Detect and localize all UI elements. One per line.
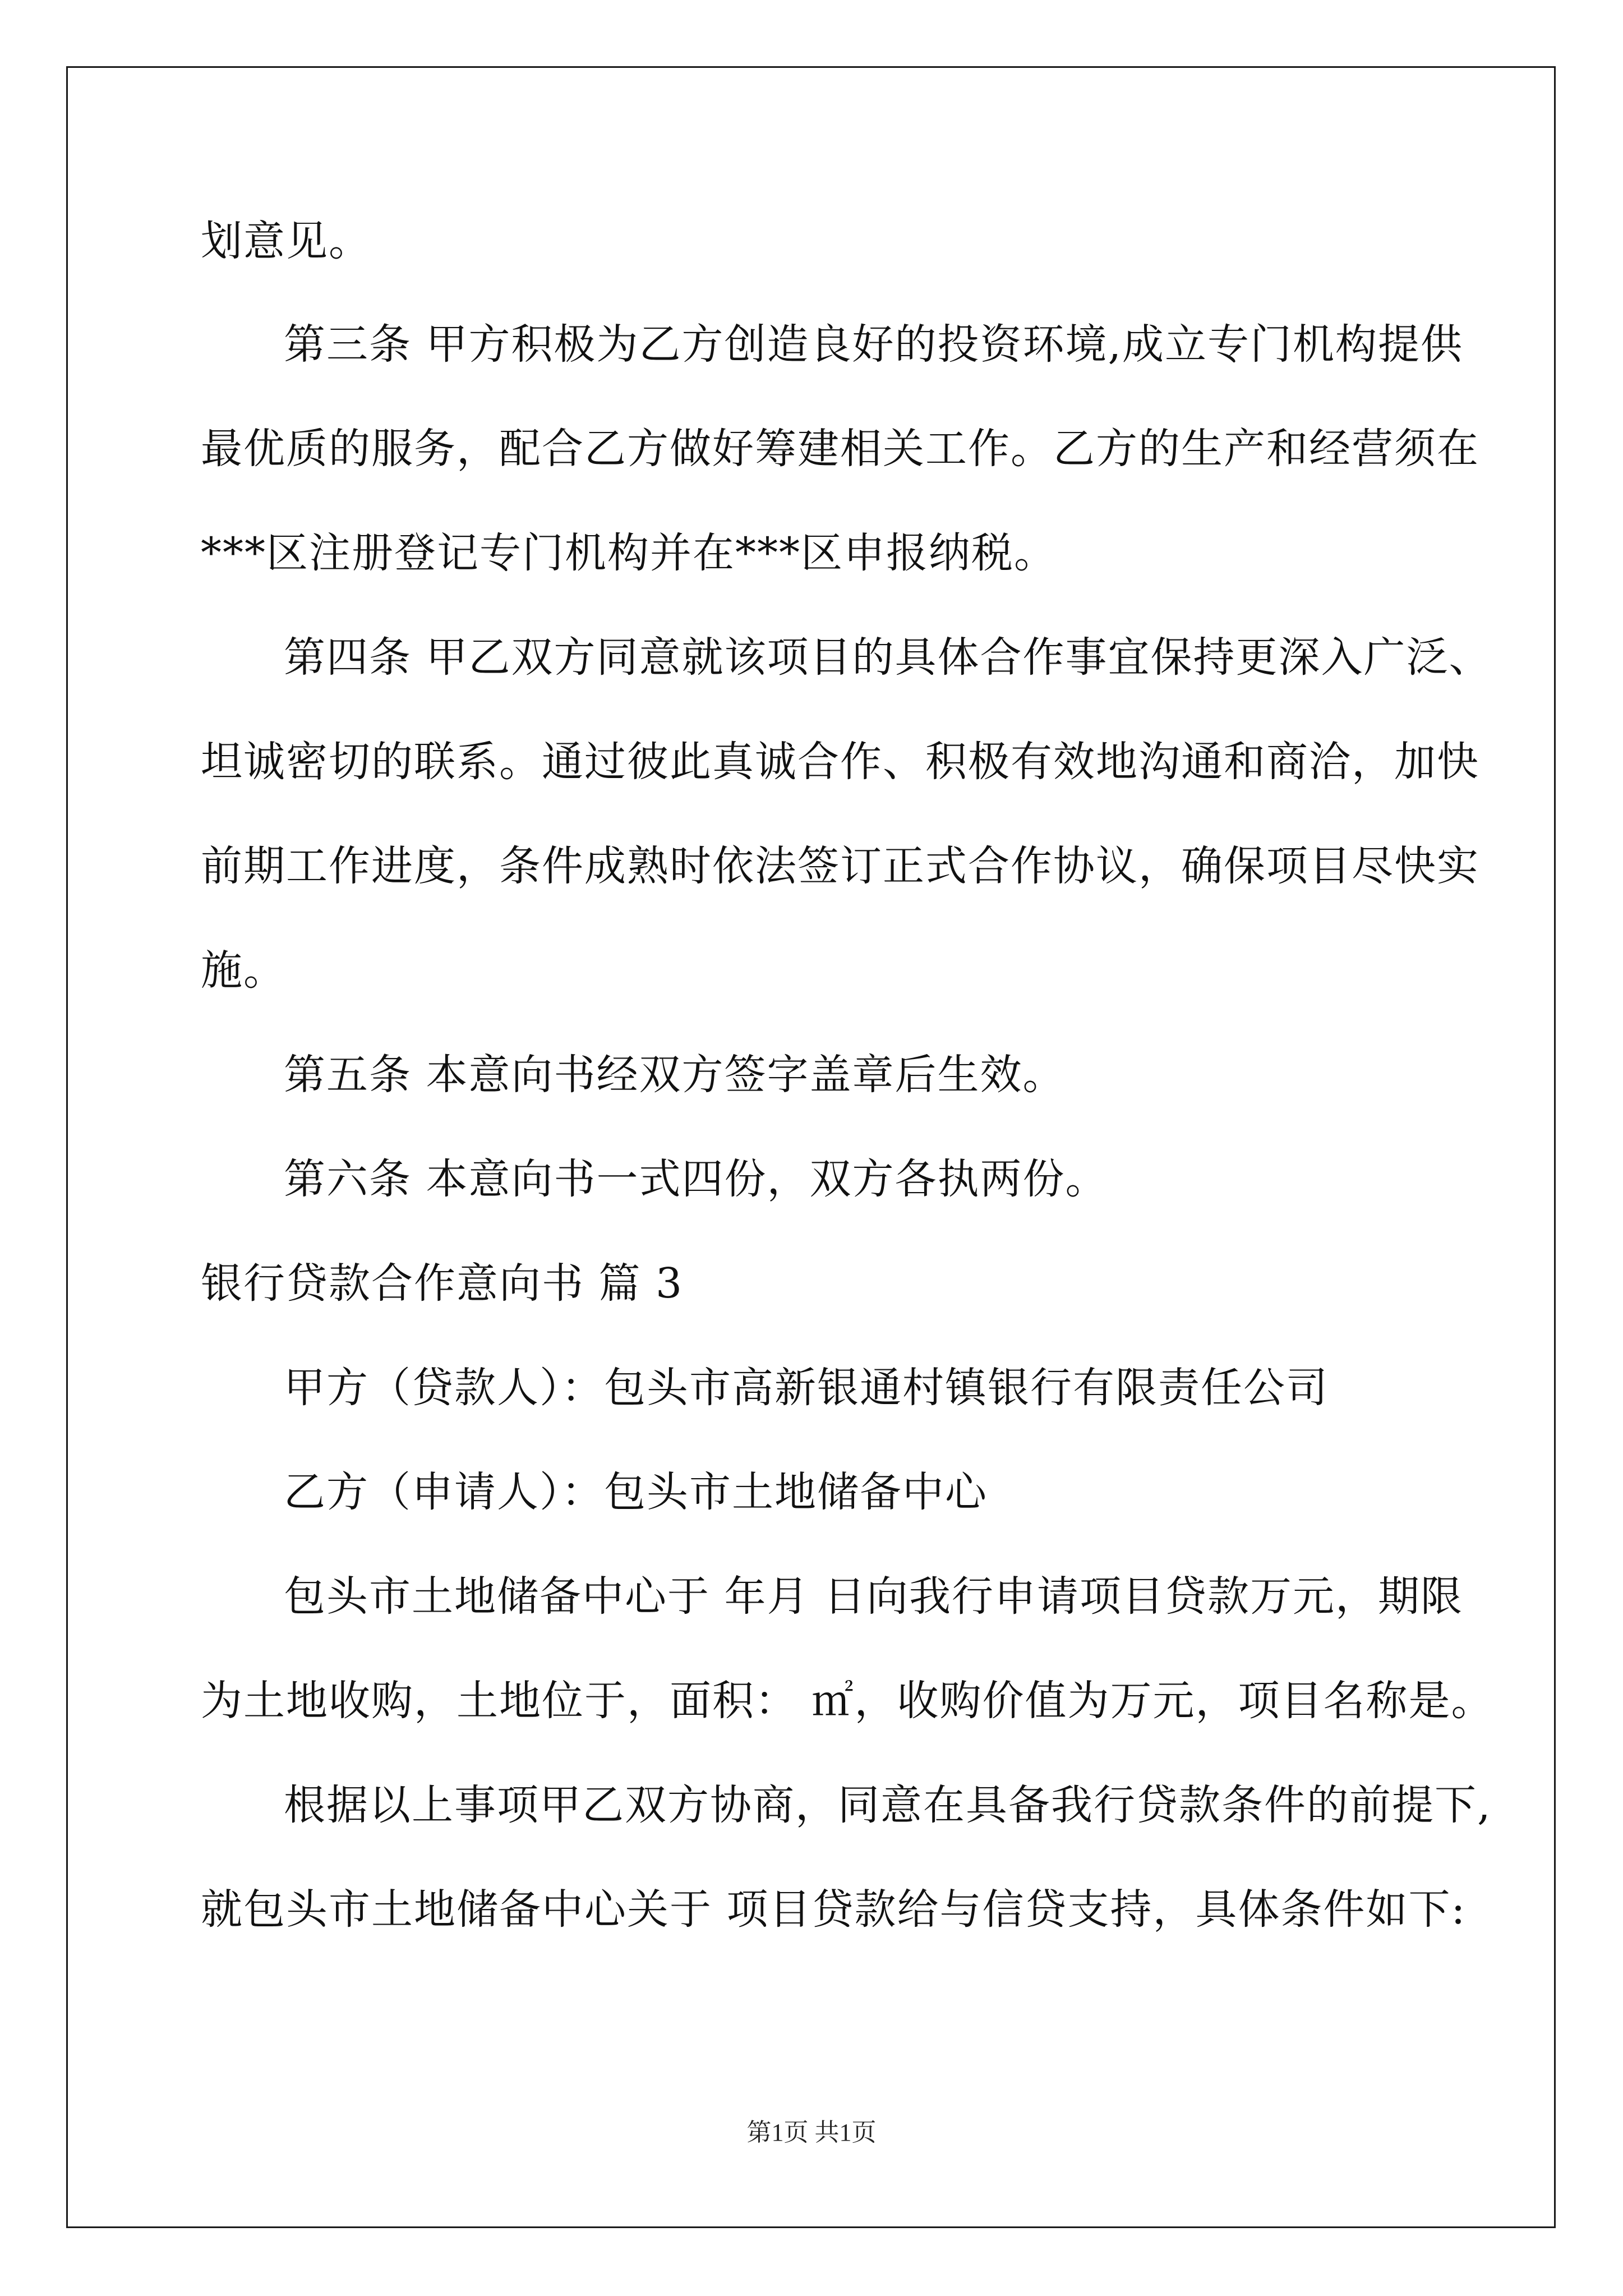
- article-4-line: 第四条 甲乙双方同意就该项目的具体合作事宜保持更深入广泛、: [284, 633, 1492, 682]
- paragraph-line: 最优质的服务，配合乙方做好筹建相关工作。乙方的生产和经营须在: [201, 425, 1479, 473]
- party-a-line: 甲方（贷款人）：包头市高新银通村镇银行有限责任公司: [284, 1364, 1329, 1412]
- page-number: 第1页 共1页: [746, 2119, 877, 2146]
- paragraph-line: 坦诚密切的联系。通过彼此真诚合作、积极有效地沟通和商洽，加快: [201, 738, 1479, 786]
- article-6-line: 第六条 本意向书一式四份，双方各执两份。: [284, 1155, 1108, 1203]
- party-b-line: 乙方（申请人）：包头市土地储备中心: [284, 1468, 988, 1516]
- paragraph-line: 就包头市土地储备中心关于 项目贷款给与信贷支持，具体条件如下:: [201, 1885, 1467, 1934]
- article-3-line: 第三条 甲方积极为乙方创造良好的投资环境,成立专门机构提供: [284, 320, 1464, 369]
- paragraph-line: 划意见。: [201, 217, 371, 265]
- paragraph-line: 前期工作进度，条件成熟时依法签订正式合作协议，确保项目尽快实: [201, 842, 1479, 890]
- paragraph-line: 包头市土地储备中心于 年月 日向我行申请项目贷款万元，期限: [284, 1572, 1464, 1621]
- paragraph-line: 施。: [201, 946, 286, 995]
- paragraph-line: 为土地收购，土地位于，面积： ㎡，收购价值为万元，项目名称是。: [201, 1677, 1494, 1725]
- paragraph-line: ***区注册登记专门机构并在***区申报纳税。: [201, 529, 1057, 577]
- paragraph-line: 根据以上事项甲乙双方协商，同意在具备我行贷款条件的前提下,: [284, 1781, 1492, 1829]
- article-5-line: 第五条 本意向书经双方签字盖章后生效。: [284, 1051, 1066, 1099]
- section-heading: 银行贷款合作意向书 篇 3: [201, 1259, 684, 1308]
